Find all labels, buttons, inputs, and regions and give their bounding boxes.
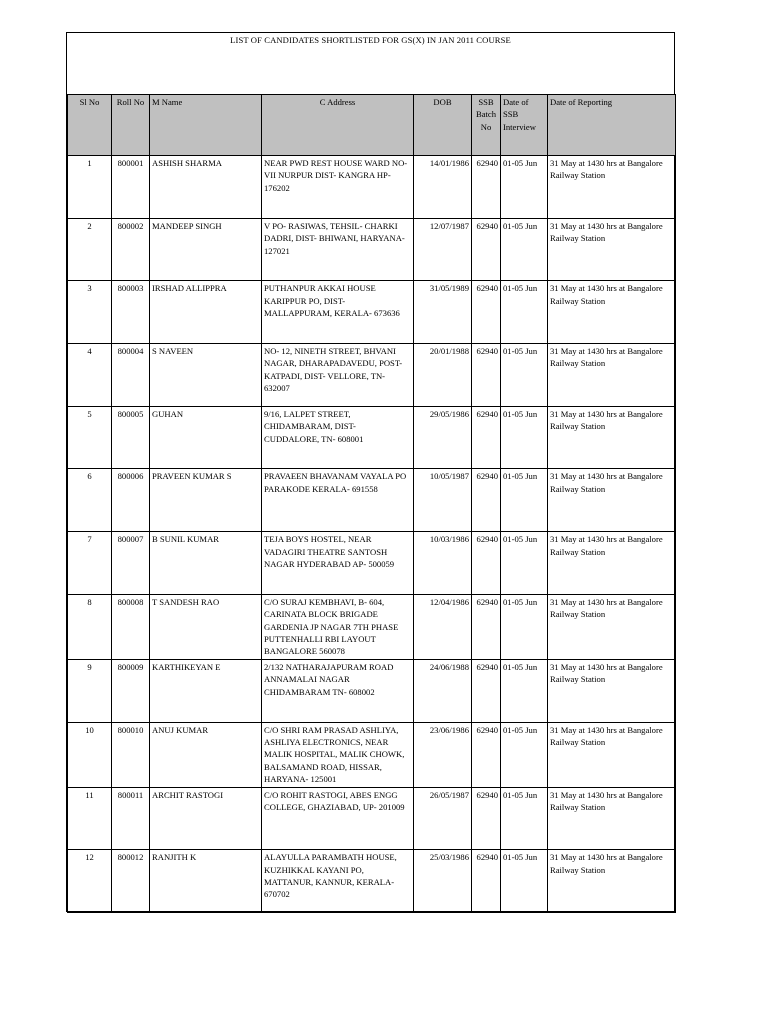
- table-row: [68, 156, 676, 219]
- cell-ssb-batch: 62940: [472, 406, 501, 469]
- cell-roll-no: 800002: [112, 218, 150, 281]
- table-row: [68, 406, 676, 469]
- cell-sl-no: 4: [68, 344, 112, 407]
- cell-ssb-batch: 62940: [472, 659, 501, 722]
- cell-sl-no: 7: [68, 532, 112, 595]
- cell-ssb-batch: 62940: [472, 532, 501, 595]
- cell-address: TEJA BOYS HOSTEL, NEAR VADAGIRI THEATRE SANTOSH NAGAR HYDERABAD AP- 500059: [262, 532, 414, 595]
- header-roll-no: Roll No: [112, 95, 150, 156]
- cell-dob: 10/05/1987: [414, 469, 472, 532]
- cell-interview-date: 01-05 Jun: [501, 218, 548, 281]
- cell-ssb-batch: 62940: [472, 469, 501, 532]
- table-row: [68, 722, 676, 787]
- cell-address: C/O SURAJ KEMBHAVI, B- 604, CARINATA BLOCK BRIGADE GARDENIA JP NAGAR 7TH PHASE PUTTENHALLI RBI LAYOUT BANGALORE 560078: [262, 594, 414, 659]
- cell-name: S NAVEEN: [150, 344, 262, 407]
- cell-roll-no: 800003: [112, 281, 150, 344]
- candidates-table: [67, 94, 676, 913]
- cell-sl-no: 2: [68, 218, 112, 281]
- cell-ssb-batch: 62940: [472, 787, 501, 850]
- cell-dob: 10/03/1986: [414, 532, 472, 595]
- cell-reporting-date: 31 May at 1430 hrs at Bangalore Railway Station: [548, 722, 676, 787]
- cell-ssb-batch: 62940: [472, 218, 501, 281]
- cell-interview-date: 01-05 Jun: [501, 532, 548, 595]
- cell-ssb-batch: 62940: [472, 344, 501, 407]
- cell-address: ALAYULLA PARAMBATH HOUSE, KUZHIKKAL KAYANI PO, MATTANUR, KANNUR, KERALA- 670702: [262, 850, 414, 913]
- cell-ssb-batch: 62940: [472, 281, 501, 344]
- cell-roll-no: 800006: [112, 469, 150, 532]
- cell-interview-date: 01-05 Jun: [501, 850, 548, 913]
- cell-address: NEAR PWD REST HOUSE WARD NO-VII NURPUR DIST- KANGRA HP- 176202: [262, 156, 414, 219]
- cell-dob: 12/07/1987: [414, 218, 472, 281]
- cell-reporting-date: 31 May at 1430 hrs at Bangalore Railway Station: [548, 406, 676, 469]
- cell-address: 2/132 NATHARAJAPURAM ROAD ANNAMALAI NAGAR CHIDAMBARAM TN- 608002: [262, 659, 414, 722]
- cell-name: T SANDESH RAO: [150, 594, 262, 659]
- cell-name: MANDEEP SINGH: [150, 218, 262, 281]
- cell-address: C/O ROHIT RASTOGI, ABES ENGG COLLEGE, GHAZIABAD, UP- 201009: [262, 787, 414, 850]
- cell-dob: 31/05/1989: [414, 281, 472, 344]
- cell-name: B SUNIL KUMAR: [150, 532, 262, 595]
- cell-sl-no: 6: [68, 469, 112, 532]
- table-row: [68, 344, 676, 407]
- cell-dob: 24/06/1988: [414, 659, 472, 722]
- cell-reporting-date: 31 May at 1430 hrs at Bangalore Railway Station: [548, 156, 676, 219]
- cell-dob: 23/06/1986: [414, 722, 472, 787]
- cell-interview-date: 01-05 Jun: [501, 722, 548, 787]
- cell-name: PRAVEEN KUMAR S: [150, 469, 262, 532]
- table-row: [68, 850, 676, 913]
- cell-name: ARCHIT RASTOGI: [150, 787, 262, 850]
- cell-address: NO- 12, NINETH STREET, BHVANI NAGAR, DHARAPADAVEDU, POST- KATPADI, DIST- VELLORE, TN- 632007: [262, 344, 414, 407]
- table-row: [68, 787, 676, 850]
- cell-interview-date: 01-05 Jun: [501, 281, 548, 344]
- cell-address: 9/16, LALPET STREET, CHIDAMBARAM, DIST- CUDDALORE, TN- 608001: [262, 406, 414, 469]
- header-reporting-date: Date of Reporting: [548, 95, 676, 156]
- cell-reporting-date: 31 May at 1430 hrs at Bangalore Railway Station: [548, 218, 676, 281]
- cell-address: PUTHANPUR AKKAI HOUSE KARIPPUR PO, DIST- MALLAPPURAM, KERALA- 673636: [262, 281, 414, 344]
- cell-sl-no: 3: [68, 281, 112, 344]
- header-dob: DOB: [414, 95, 472, 156]
- cell-reporting-date: 31 May at 1430 hrs at Bangalore Railway Station: [548, 787, 676, 850]
- cell-ssb-batch: 62940: [472, 722, 501, 787]
- cell-name: ASHISH SHARMA: [150, 156, 262, 219]
- cell-interview-date: 01-05 Jun: [501, 156, 548, 219]
- cell-ssb-batch: 62940: [472, 850, 501, 913]
- cell-roll-no: 800010: [112, 722, 150, 787]
- cell-name: IRSHAD ALLIPPRA: [150, 281, 262, 344]
- cell-dob: 26/05/1987: [414, 787, 472, 850]
- cell-name: GUHAN: [150, 406, 262, 469]
- table-header: [68, 95, 676, 156]
- cell-interview-date: 01-05 Jun: [501, 594, 548, 659]
- cell-reporting-date: 31 May at 1430 hrs at Bangalore Railway Station: [548, 469, 676, 532]
- cell-interview-date: 01-05 Jun: [501, 469, 548, 532]
- cell-roll-no: 800001: [112, 156, 150, 219]
- cell-reporting-date: 31 May at 1430 hrs at Bangalore Railway Station: [548, 594, 676, 659]
- cell-sl-no: 5: [68, 406, 112, 469]
- cell-address: V PO- RASIWAS, TEHSIL- CHARKI DADRI, DIST- BHIWANI, HARYANA- 127021: [262, 218, 414, 281]
- cell-roll-no: 800008: [112, 594, 150, 659]
- cell-dob: 20/01/1988: [414, 344, 472, 407]
- cell-sl-no: 9: [68, 659, 112, 722]
- cell-address: C/O SHRI RAM PRASAD ASHLIYA, ASHLIYA ELECTRONICS, NEAR MALIK HOSPITAL, MALIK CHOWK, BALSAMAND ROAD, HISSAR, HARYANA- 125001: [262, 722, 414, 787]
- document-title: LIST OF CANDIDATES SHORTLISTED FOR GS(X) IN JAN 2011 COURSE: [230, 35, 511, 45]
- cell-interview-date: 01-05 Jun: [501, 659, 548, 722]
- cell-sl-no: 8: [68, 594, 112, 659]
- header-sl-no: Sl No: [68, 95, 112, 156]
- cell-dob: 12/04/1986: [414, 594, 472, 659]
- cell-name: KARTHIKEYAN E: [150, 659, 262, 722]
- cell-roll-no: 800011: [112, 787, 150, 850]
- header-ssb-batch: SSB Batch No: [472, 95, 501, 156]
- document-sheet: [66, 32, 675, 912]
- cell-roll-no: 800007: [112, 532, 150, 595]
- table-row: [68, 469, 676, 532]
- cell-sl-no: 12: [68, 850, 112, 913]
- cell-name: ANUJ KUMAR: [150, 722, 262, 787]
- cell-dob: 25/03/1986: [414, 850, 472, 913]
- cell-roll-no: 800009: [112, 659, 150, 722]
- cell-dob: 29/05/1986: [414, 406, 472, 469]
- cell-sl-no: 1: [68, 156, 112, 219]
- cell-reporting-date: 31 May at 1430 hrs at Bangalore Railway Station: [548, 281, 676, 344]
- header-interview-date: Date of SSB Interview: [501, 95, 548, 156]
- cell-interview-date: 01-05 Jun: [501, 406, 548, 469]
- cell-reporting-date: 31 May at 1430 hrs at Bangalore Railway Station: [548, 532, 676, 595]
- cell-reporting-date: 31 May at 1430 hrs at Bangalore Railway Station: [548, 344, 676, 407]
- cell-sl-no: 11: [68, 787, 112, 850]
- cell-ssb-batch: 62940: [472, 594, 501, 659]
- table-row: [68, 659, 676, 722]
- table-row: [68, 594, 676, 659]
- header-address: C Address: [262, 95, 414, 156]
- cell-interview-date: 01-05 Jun: [501, 344, 548, 407]
- cell-address: PRAVAEEN BHAVANAM VAYALA PO PARAKODE KERALA- 691558: [262, 469, 414, 532]
- cell-name: RANJITH K: [150, 850, 262, 913]
- table-row: [68, 218, 676, 281]
- cell-interview-date: 01-05 Jun: [501, 787, 548, 850]
- cell-reporting-date: 31 May at 1430 hrs at Bangalore Railway Station: [548, 659, 676, 722]
- cell-dob: 14/01/1986: [414, 156, 472, 219]
- cell-reporting-date: 31 May at 1430 hrs at Bangalore Railway Station: [548, 850, 676, 913]
- cell-roll-no: 800005: [112, 406, 150, 469]
- table-row: [68, 532, 676, 595]
- header-name: M Name: [150, 95, 262, 156]
- header-row: [68, 95, 676, 156]
- cell-ssb-batch: 62940: [472, 156, 501, 219]
- cell-roll-no: 800012: [112, 850, 150, 913]
- cell-sl-no: 10: [68, 722, 112, 787]
- table-body: [68, 156, 676, 913]
- cell-roll-no: 800004: [112, 344, 150, 407]
- table-row: [68, 281, 676, 344]
